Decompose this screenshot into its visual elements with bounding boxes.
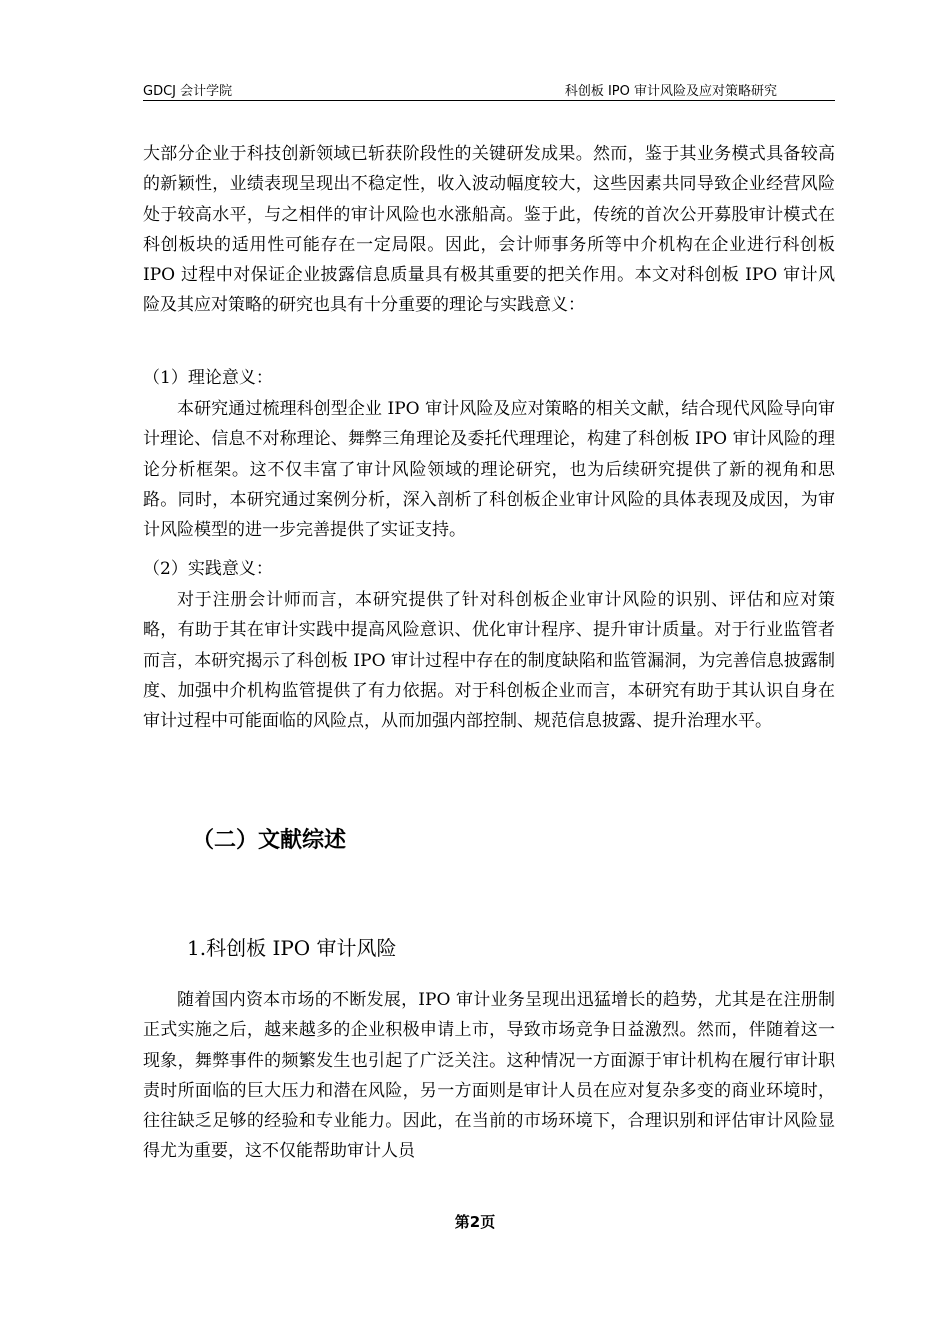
body-paragraph-theoretical: 本研究通过梳理科创型企业 IPO 审计风险及应对策略的相关文献，结合现代风险导向审计理论、信息不对称理论、舞弊三角理论及委托代理理论，构建了科创板 IPO 审计风险的理论分析框架。这不仅丰富了审计风险领域的理论研究，也为后续研究提供了新的视角和思路。同时，本研究通过案例分析，深入剖析了科创板企业审计风险的具体表现及成因，为审计风险模型的进一步完善提供了实证支持。 — [143, 399, 835, 541]
subsection-heading-ipo-audit-risk: 1.科创板 IPO 审计风险 — [187, 936, 397, 960]
body-paragraph-ipo-audit: 随着国内资本市场的不断发展，IPO 审计业务呈现出迅猛增长的趋势，尤其是在注册制正式实施之后，越来越多的企业积极申请上市，导致市场竞争日益激烈。然而，伴随着这一现象，舞弊事件的频繁发生也引起了广泛关注。这种情况一方面源于审计机构在履行审计职责时所面临的巨大压力和潜在风险，另一方面则是审计人员在应对复杂多变的商业环境时，往往缺乏足够的经验和专业能力。因此，在当前的市场环境下，合理识别和评估审计风险显得尤为重要，这不仅能帮助审计人员 — [143, 990, 835, 1162]
section-heading-literature-review: （二）文献综述 — [192, 828, 347, 853]
body-paragraph-intro: 大部分企业于科技创新领域已斩获阶段性的关键研发成果。然而，鉴于其业务模式具备较高的新颖性，业绩表现呈现出不稳定性，收入波动幅度较大，这些因素共同导致企业经营风险处于较高水平，与之相伴的审计风险也水涨船高。鉴于此，传统的首次公开募股审计模式在科创板块的适用性可能存在一定局限。因此，会计师事务所等中介机构在企业进行科创板 IPO 过程中对保证企业披露信息质量具有极其重要的把关作用。本文对科创板 IPO 审计风险及其应对策略的研究也具有十分重要的理论与实践意义： — [143, 144, 835, 316]
page-header — [143, 78, 835, 101]
subheading-practical-significance: （2）实践意义： — [143, 559, 273, 579]
header-thesis-title: 科创板 IPO 审计风险及应对策略研究 — [564, 84, 777, 99]
body-paragraph-practical: 对于注册会计师而言，本研究提供了针对科创板企业审计风险的识别、评估和应对策略，有助于其在审计实践中提高风险意识、优化审计程序、提升审计质量。对于行业监管者而言，本研究揭示了科创板 IPO 审计过程中存在的制度缺陷和监管漏洞，为完善信息披露制度、加强中介机构监管提供了有力依据。对于科创板企业而言，本研究有助于其认识自身在审计过程中可能面临的风险点，从而加强内部控制、规范信息披露、提升治理水平。 — [143, 590, 835, 732]
subheading-theoretical-significance: （1）理论意义： — [143, 368, 273, 388]
header-institution: GDCJ 会计学院 — [143, 84, 233, 99]
page-number: 第2页 — [454, 1213, 496, 1231]
